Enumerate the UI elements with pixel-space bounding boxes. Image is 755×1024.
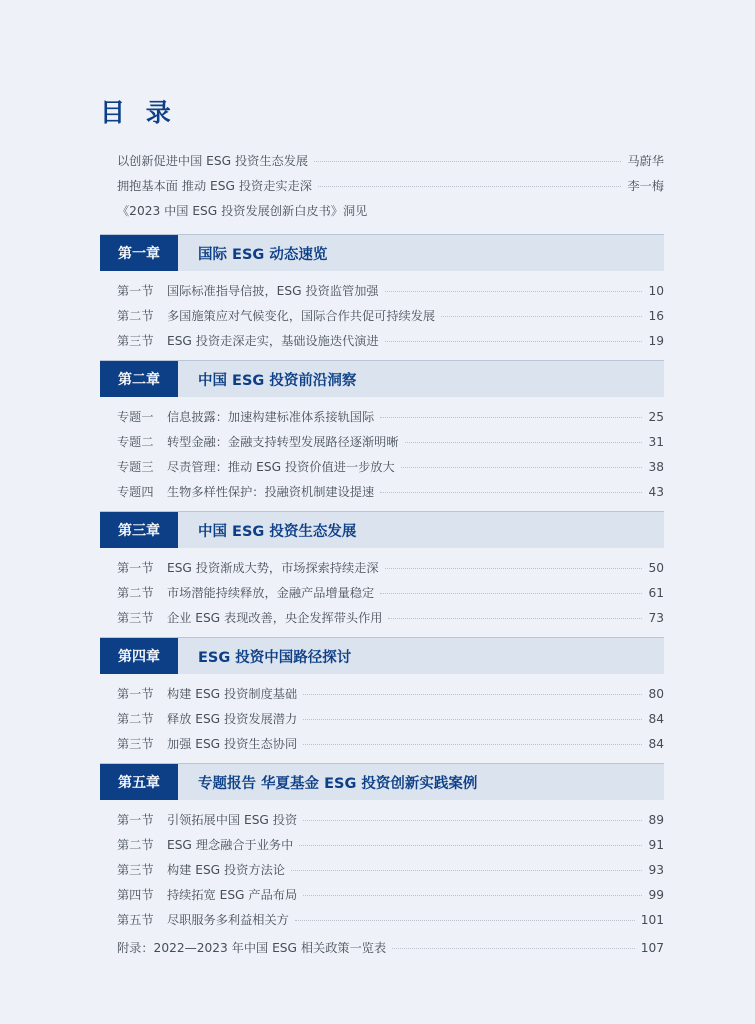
toc-item[interactable]: [117, 807, 664, 832]
dot-leader: [388, 618, 642, 619]
preface-item[interactable]: [117, 198, 664, 223]
chapter-title: 中国 ESG 投资生态发展: [198, 523, 357, 540]
toc-item[interactable]: [117, 328, 664, 353]
section-title: 信息披露：加速构建标准体系接轨国际: [167, 410, 375, 424]
section-title: ESG 投资走深走实，基础设施迭代演进: [167, 334, 379, 348]
dot-leader: [385, 568, 643, 569]
chapter-label: 第三章: [100, 512, 178, 548]
preface-author: 李一梅: [627, 179, 664, 193]
appendix: [117, 935, 664, 960]
toc-item[interactable]: [117, 278, 664, 303]
section-title: 生物多样性保护：投融资机制建设提速: [167, 485, 375, 499]
chapter-label: 第五章: [100, 764, 178, 800]
chapter-title: ESG 投资中国路径探讨: [198, 649, 352, 666]
chapter-header[interactable]: [100, 360, 664, 397]
toc-item[interactable]: [117, 580, 664, 605]
chapter-2: [100, 360, 664, 504]
section-number: 第三节: [117, 737, 154, 751]
dot-leader: [318, 186, 621, 187]
dot-leader: [303, 820, 642, 821]
page-number: 19: [648, 333, 664, 348]
chapter-3: [100, 511, 664, 630]
toc-item[interactable]: [117, 555, 664, 580]
page-number: 50: [648, 560, 664, 575]
section-number: 第二节: [117, 838, 154, 852]
chapter-header[interactable]: [100, 234, 664, 271]
dot-leader: [380, 492, 642, 493]
chapter-header[interactable]: [100, 511, 664, 548]
chapter-4: [100, 637, 664, 756]
dot-leader: [441, 316, 642, 317]
page-number: 91: [648, 837, 664, 852]
section-number: 第一节: [117, 561, 154, 575]
section-number: 第一节: [117, 813, 154, 827]
section-title: 构建 ESG 投资制度基础: [167, 687, 298, 701]
page-number: 16: [648, 308, 664, 323]
dot-leader: [385, 341, 643, 342]
section-number: 第三节: [117, 611, 154, 625]
section-title: 构建 ESG 投资方法论: [167, 863, 285, 877]
section-title: 引领拓展中国 ESG 投资: [167, 813, 298, 827]
page-number: 99: [648, 887, 664, 902]
section-title: 市场潜能持续释放，金融产品增量稳定: [167, 586, 375, 600]
preface-title: 拥抱基本面 推动 ESG 投资走实走深: [117, 179, 312, 193]
page-number: 25: [648, 409, 664, 424]
section-number: 专题三: [117, 460, 154, 474]
dot-leader: [303, 694, 642, 695]
toc-item[interactable]: [117, 907, 664, 932]
page-number: 73: [648, 610, 664, 625]
chapter-label: 第四章: [100, 638, 178, 674]
page-number: 43: [648, 484, 664, 499]
section-number: 第三节: [117, 863, 154, 877]
page-number: 93: [648, 862, 664, 877]
dot-leader: [299, 845, 642, 846]
preface-title: 《2023 中国 ESG 投资发展创新白皮书》洞见: [117, 204, 368, 218]
toc-item[interactable]: [117, 429, 664, 454]
section-number: 专题一: [117, 410, 154, 424]
section-title: 释放 ESG 投资发展潜力: [167, 712, 298, 726]
section-number: 第五节: [117, 913, 154, 927]
section-title: ESG 理念融合于业务中: [167, 838, 294, 852]
toc-item[interactable]: [117, 832, 664, 857]
toc-item[interactable]: [117, 404, 664, 429]
section-number: 第一节: [117, 284, 154, 298]
dot-leader: [314, 161, 621, 162]
chapter-label: 第二章: [100, 361, 178, 397]
page-title: 目 录: [100, 98, 177, 127]
page-number: 84: [648, 711, 664, 726]
page-number: 10: [648, 283, 664, 298]
chapter-5: [100, 763, 664, 932]
dot-leader: [385, 291, 643, 292]
toc-item[interactable]: [117, 706, 664, 731]
preface-author: 马蔚华: [627, 154, 664, 168]
preface-item[interactable]: [117, 148, 664, 173]
preface-list: [117, 148, 664, 223]
dot-leader: [303, 895, 642, 896]
page-number: 107: [640, 940, 664, 955]
section-title: 企业 ESG 表现改善，央企发挥带头作用: [167, 611, 383, 625]
toc-item[interactable]: [117, 882, 664, 907]
toc-item[interactable]: [117, 857, 664, 882]
appendix-title: 附录：2022—2023 年中国 ESG 相关政策一览表: [117, 941, 387, 955]
chapter-header[interactable]: [100, 637, 664, 674]
dot-leader: [380, 593, 642, 594]
section-title: 尽责管理：推动 ESG 投资价值进一步放大: [167, 460, 395, 474]
dot-leader: [401, 467, 643, 468]
dot-leader: [303, 719, 642, 720]
section-number: 第四节: [117, 888, 154, 902]
section-number: 第二节: [117, 309, 154, 323]
toc-item[interactable]: [117, 303, 664, 328]
page-number: 31: [648, 434, 664, 449]
chapter-label: 第一章: [100, 235, 178, 271]
toc-item[interactable]: [117, 605, 664, 630]
page-number: 101: [640, 912, 664, 927]
dot-leader: [295, 920, 635, 921]
dot-leader: [392, 948, 635, 949]
section-title: 加强 ESG 投资生态协同: [167, 737, 298, 751]
section-number: 第二节: [117, 586, 154, 600]
page-number: 61: [648, 585, 664, 600]
chapter-title: 中国 ESG 投资前沿洞察: [198, 372, 357, 389]
section-title: 转型金融：金融支持转型发展路径逐渐明晰: [167, 435, 399, 449]
dot-leader: [405, 442, 643, 443]
section-title: 尽职服务多利益相关方: [167, 913, 289, 927]
toc-item[interactable]: [117, 454, 664, 479]
dot-leader: [380, 417, 642, 418]
page-number: 80: [648, 686, 664, 701]
section-number: 第三节: [117, 334, 154, 348]
section-number: 第二节: [117, 712, 154, 726]
dot-leader: [303, 744, 642, 745]
dot-leader: [291, 870, 643, 871]
page-number: 89: [648, 812, 664, 827]
toc-item[interactable]: [117, 681, 664, 706]
section-title: ESG 投资渐成大势，市场探索持续走深: [167, 561, 379, 575]
chapter-title: 专题报告 华夏基金 ESG 投资创新实践案例: [198, 775, 478, 792]
toc-item[interactable]: [117, 479, 664, 504]
section-number: 第一节: [117, 687, 154, 701]
page-number: 84: [648, 736, 664, 751]
preface-item[interactable]: [117, 173, 664, 198]
section-number: 专题二: [117, 435, 154, 449]
section-title: 多国施策应对气候变化，国际合作共促可持续发展: [167, 309, 436, 323]
section-title: 持续拓宽 ESG 产品布局: [167, 888, 298, 902]
chapter-1: [100, 234, 664, 353]
toc-item[interactable]: [117, 731, 664, 756]
chapter-header[interactable]: [100, 763, 664, 800]
page-number: 38: [648, 459, 664, 474]
toc-item-appendix[interactable]: [117, 935, 664, 960]
section-title: 国际标准指导信披，ESG 投资监管加强: [167, 284, 379, 298]
chapter-title: 国际 ESG 动态速览: [198, 246, 328, 263]
preface-title: 以创新促进中国 ESG 投资生态发展: [117, 154, 309, 168]
section-number: 专题四: [117, 485, 154, 499]
